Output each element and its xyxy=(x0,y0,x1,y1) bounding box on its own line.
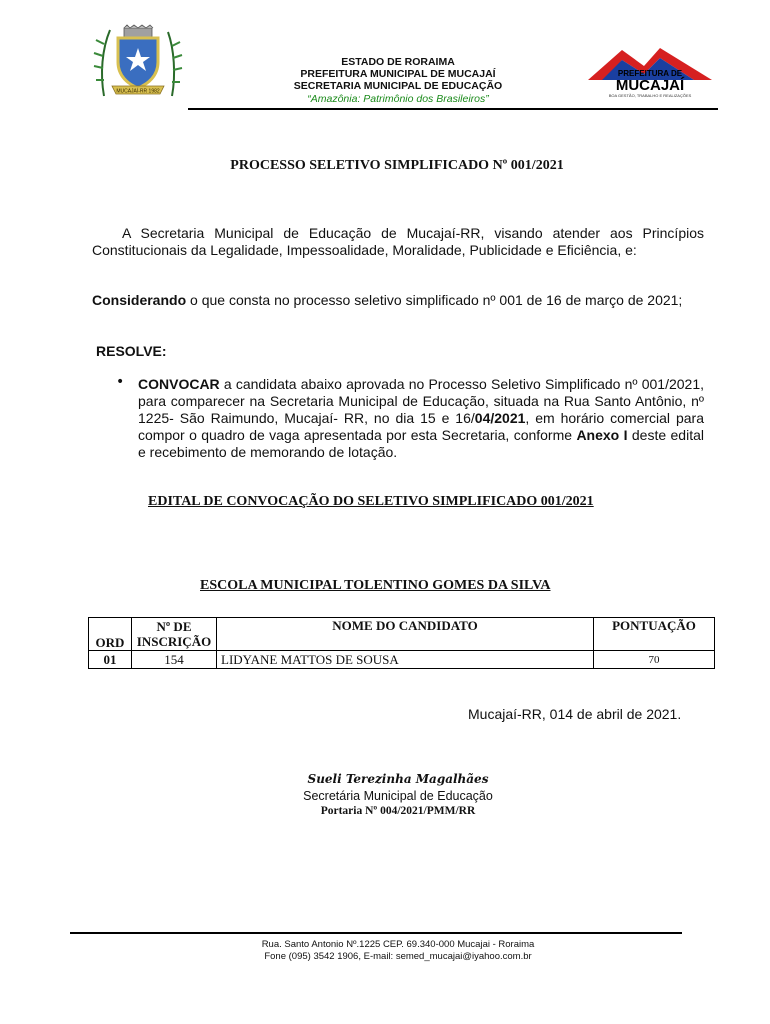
considering-lead: Considerando xyxy=(92,292,187,308)
logo-prefeitura-text: PREFEITURA DE xyxy=(617,69,683,78)
row-name: LIDYANE MATTOS DE SOUSA xyxy=(217,651,594,669)
convocar-text-3: deste edital e recebimento de memorando de lotação. xyxy=(138,427,704,460)
logo-mucajai-text: MUCAJAÍ xyxy=(615,77,685,94)
table-header-row xyxy=(89,618,715,651)
convocar-text-2: , em horário comercial para compor o quadro de vaga apresentada por esta Secretaria, conforme xyxy=(138,410,705,443)
row-ord: 01 xyxy=(89,651,132,669)
convocar-date: 04/2021 xyxy=(474,410,526,426)
signature-role: Secretária Municipal de Educação xyxy=(303,789,493,803)
convocar-lead: CONVOCAR xyxy=(138,376,220,392)
header-prefeitura: PREFEITURA MUNICIPAL DE MUCAJAÍ xyxy=(300,68,496,80)
header-name: NOME DO CANDIDATO xyxy=(217,618,594,651)
footer-address: Rua. Santo Antonio Nº.1225 CEP. 69.340-000 Mucajai - Roraima xyxy=(261,939,535,950)
convocar-annex: Anexo I xyxy=(576,427,628,443)
convocar-text-1: a candidata abaixo aprovada no Processo Seletivo Simplificado nº 001/2021, para comparecer na Secretaria Municipal de Educação, situada na Rua Santo Antônio, nº 1225- São Raimundo, Mucajaí- RR, no dia 15 e 16/ xyxy=(138,376,704,426)
date-line: Mucajaí-RR, 014 de abril de 2021. xyxy=(468,706,682,722)
header-motto: “Amazônia: Patrimônio dos Brasileiros” xyxy=(307,93,489,105)
bullet-marker: • xyxy=(116,374,125,390)
footer-contact: Fone (095) 3542 1906, E-mail: semed_mucajai@iyahoo.com.br xyxy=(264,951,532,962)
row-inscricao: 154 xyxy=(132,651,217,669)
logo-tagline-text: BOA GESTÃO, TRABALHO E REALIZAÇÕES xyxy=(608,93,692,98)
signature-portaria: Portaria Nº 004/2021/PMM/RR xyxy=(320,805,476,817)
header-inscricao-line2: INSCRIÇÃO xyxy=(136,634,212,649)
convocar-paragraph xyxy=(138,376,704,461)
header-divider xyxy=(188,108,718,110)
header-inscricao-line1: Nº DE xyxy=(156,619,192,634)
header-secretaria: SECRETARIA MUNICIPAL DE EDUCAÇÃO xyxy=(293,80,503,92)
intro-paragraph: A Secretaria Municipal de Educação de Mucajaí-RR, visando atender aos Princípios Constitucionais da Legalidade, Impessoalidade, Moralidade, Publicidade e Eficiência, e: xyxy=(92,225,704,258)
school-title: ESCOLA MUNICIPAL TOLENTINO GOMES DA SILVA xyxy=(200,578,551,593)
edital-title: EDITAL DE CONVOCAÇÃO DO SELETIVO SIMPLIFICADO 001/2021 xyxy=(148,494,594,509)
footer-divider xyxy=(70,932,682,934)
resolve-heading: RESOLVE: xyxy=(96,343,167,359)
crest-ribbon-text: MUCAJAÍ-RR 1982 xyxy=(116,88,160,95)
header-state: ESTADO DE RORAIMA xyxy=(341,56,455,68)
document-title: PROCESSO SELETIVO SIMPLIFICADO Nº 001/2021 xyxy=(230,158,564,173)
candidates-table xyxy=(88,617,715,669)
header-points: PONTUAÇÃO xyxy=(594,618,715,651)
considering-paragraph xyxy=(92,292,704,309)
row-points: 70 xyxy=(594,651,715,669)
table-row xyxy=(89,651,715,669)
header-inscricao xyxy=(132,618,217,651)
considering-text: o que consta no processo seletivo simplificado nº 001 de 16 de março de 2021; xyxy=(186,292,683,308)
signature-name: Sueli Terezinha Magalhães xyxy=(307,772,489,786)
header-ord: ORD xyxy=(89,618,132,651)
